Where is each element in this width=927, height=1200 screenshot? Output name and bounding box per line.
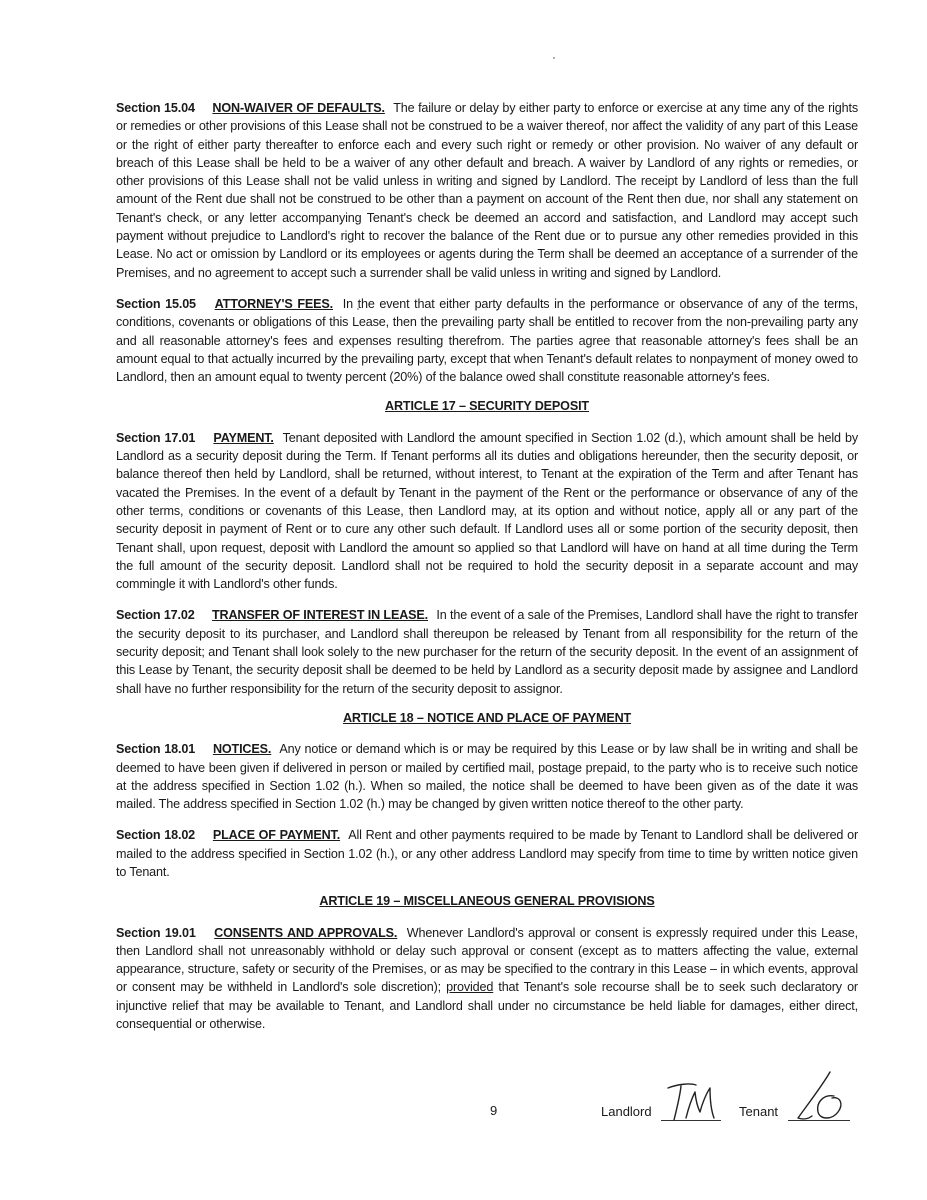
section-17-02 <box>116 606 858 697</box>
section-text: In the event that either party defaults in the performance or observance of any of the terms, conditions, covenants or obligations of this Lease, then the prevailing party shall be entitled to recover from the non-prevailing party any and all reasonable attorney's fees and expenses resulting therefrom. The parties agree that reasonable attorney's fees shall be an amount equal to that actually incurred by the prevailing party, except that when Tenant's default relates to nonpayment of money owed to Landlord, then an amount equal to twenty percent (20%) of the balance owed shall constitute reasonable attorney's fees. <box>116 296 859 385</box>
section-number: Section 19.01 <box>116 925 196 940</box>
section-title: ATTORNEY'S FEES. <box>214 296 333 311</box>
section-19-01 <box>116 924 858 1034</box>
section-text: All Rent and other payments required to be made by Tenant to Landlord shall be delivered or mailed to the address specified in Section 1.02 (h.), or any other address Landlord may specify from time to time by written notice given to Tenant. <box>116 828 859 879</box>
page-footer <box>0 1060 927 1140</box>
scan-speck <box>553 57 555 59</box>
section-number: Section 15.04 <box>116 101 195 115</box>
section-text: In the event of a sale of the Premises, Landlord shall have the right to transfer the security deposit to its purchaser, and Landlord shall thereupon be released by Tenant from all responsibility for the return of the security deposit; and Tenant shall look solely to the new purchaser for the return of the security deposit. In the event of an assignment of this Lease by Tenant, the security deposit shall be deemed to be held by Landlord as a security deposit made by assignee and Landlord shall have no further responsibility for the return of the security deposit to assignor. <box>116 608 859 696</box>
section-15-04 <box>116 99 858 282</box>
section-number: Section 17.01 <box>116 430 196 445</box>
lease-body <box>116 99 858 1046</box>
section-title: PAYMENT. <box>213 430 274 445</box>
section-title: NON-WAIVER OF DEFAULTS. <box>212 101 385 115</box>
article-17-heading: ARTICLE 17 – SECURITY DEPOSIT <box>385 399 589 414</box>
tenant-initials-signature <box>788 1068 850 1124</box>
section-title: NOTICES. <box>212 742 272 757</box>
page-number: 9 <box>490 1103 498 1118</box>
section-number: Section 18.01 <box>116 742 196 757</box>
section-text: The failure or delay by either party to enforce or exercise at any time any of the rights or remedies or other provisions of this Lease shall not be construed to be a waiver thereof, nor affect the validity of any part of this Lease or the right of either party thereafter to enforce each and every such right or remedy or other provision. No waiver of any default or breach of this Lease shall be held to be a waiver of any other default and breach. A waiver by Landlord of any rights or remedies, or other provisions of this Lease shall not be valid unless in writing and signed by Landlord. The receipt by Landlord of less than the full amount of the Rent due shall not be construed to be other than a payment on account of the Rent then due, nor shall any statement on Tenant's check, or any letter accompanying Tenant's check be deemed an accord and satisfaction, and Landlord may accept such payment without prejudice to Landlord's right to recover the balance of the Rent due or to pursue any other remedies provided in this Lease. No act or omission by Landlord or its employees or agents during the Term shall be deemed an acceptance of a surrender of the Premises, and no agreement to accept such a surrender shall be valid unless in writing and signed by Landlord. <box>116 101 859 280</box>
article-18-heading: ARTICLE 18 – NOTICE AND PLACE OF PAYMENT <box>342 710 632 725</box>
section-number: Section 17.02 <box>116 608 195 623</box>
landlord-initials-signature <box>664 1078 724 1124</box>
section-title: PLACE OF PAYMENT. <box>212 828 341 843</box>
article-19-heading: ARTICLE 19 – MISCELLANEOUS GENERAL PROVISIONS <box>319 894 655 909</box>
section-number: Section 15.05 <box>116 296 196 311</box>
tenant-label: Tenant <box>739 1104 779 1119</box>
landlord-label: Landlord <box>601 1104 652 1119</box>
provided-term: provided <box>446 980 494 995</box>
section-18-01 <box>116 740 858 813</box>
section-text: that Tenant's sole recourse shall be to seek such declaratory or injunctive relief that may be available to Tenant, and Landlord shall under no circumstance be held liable for damages, either direct, consequential or otherwise. <box>116 980 858 1032</box>
section-17-01 <box>116 429 858 594</box>
section-text: Tenant deposited with Landlord the amount specified in Section 1.02 (d.), which amount shall be held by Landlord as a security deposit during the Term. If Tenant performs all its duties and obligations hereunder, then the security deposit, or balance thereof then held by Landlord, shall be returned, without interest, to Tenant at the expiration of the Term and after Tenant has vacated the Premises. In the event of a default by Tenant in the payment of the Rent or the performance or observance of any of the other terms, conditions or covenants of this Lease, then Landlord may, at its option and without notice, apply all or any part of the security deposit in payment of Rent or to cure any other such default. If Landlord uses all or some portion of the security deposit, then Tenant shall, upon request, deposit with Landlord the amount so applied so that Landlord will have on hand at all time during the Term the full amount of the security deposit. Landlord shall not be required to hold the security deposit in a separate account and may commingle it with Landlord's other funds. <box>116 430 858 592</box>
section-title: CONSENTS AND APPROVALS. <box>214 925 398 940</box>
section-text: Any notice or demand which is or may be required by this Lease or by law shall be in writing and shall be deemed to have been given if delivered in person or mailed by certified mail, postage prepaid, to the party who is to receive such notice at the address specified in Section 1.02 (h.). When so mailed, the notice shall be deemed to have been given as of the date it was mailed. The address specified in Section 1.02 (h.) may be changed by given written notice thereof to the other party. <box>116 742 858 812</box>
section-15-05 <box>116 295 858 386</box>
section-title: TRANSFER OF INTEREST IN LEASE. <box>211 608 429 623</box>
section-18-02 <box>116 826 858 881</box>
section-number: Section 18.02 <box>116 828 196 843</box>
section-text: Whenever Landlord's approval or consent is expressly required under this Lease, then Landlord shall not unreasonably withhold or delay such approval or consent (except as to matters affecting the value, external appearance, structure, safety or security of the Premises, or as may be specified to the contrary in this Lease – in which events, approval or consent may be withheld in Landlord's sole discretion); <box>116 925 858 995</box>
